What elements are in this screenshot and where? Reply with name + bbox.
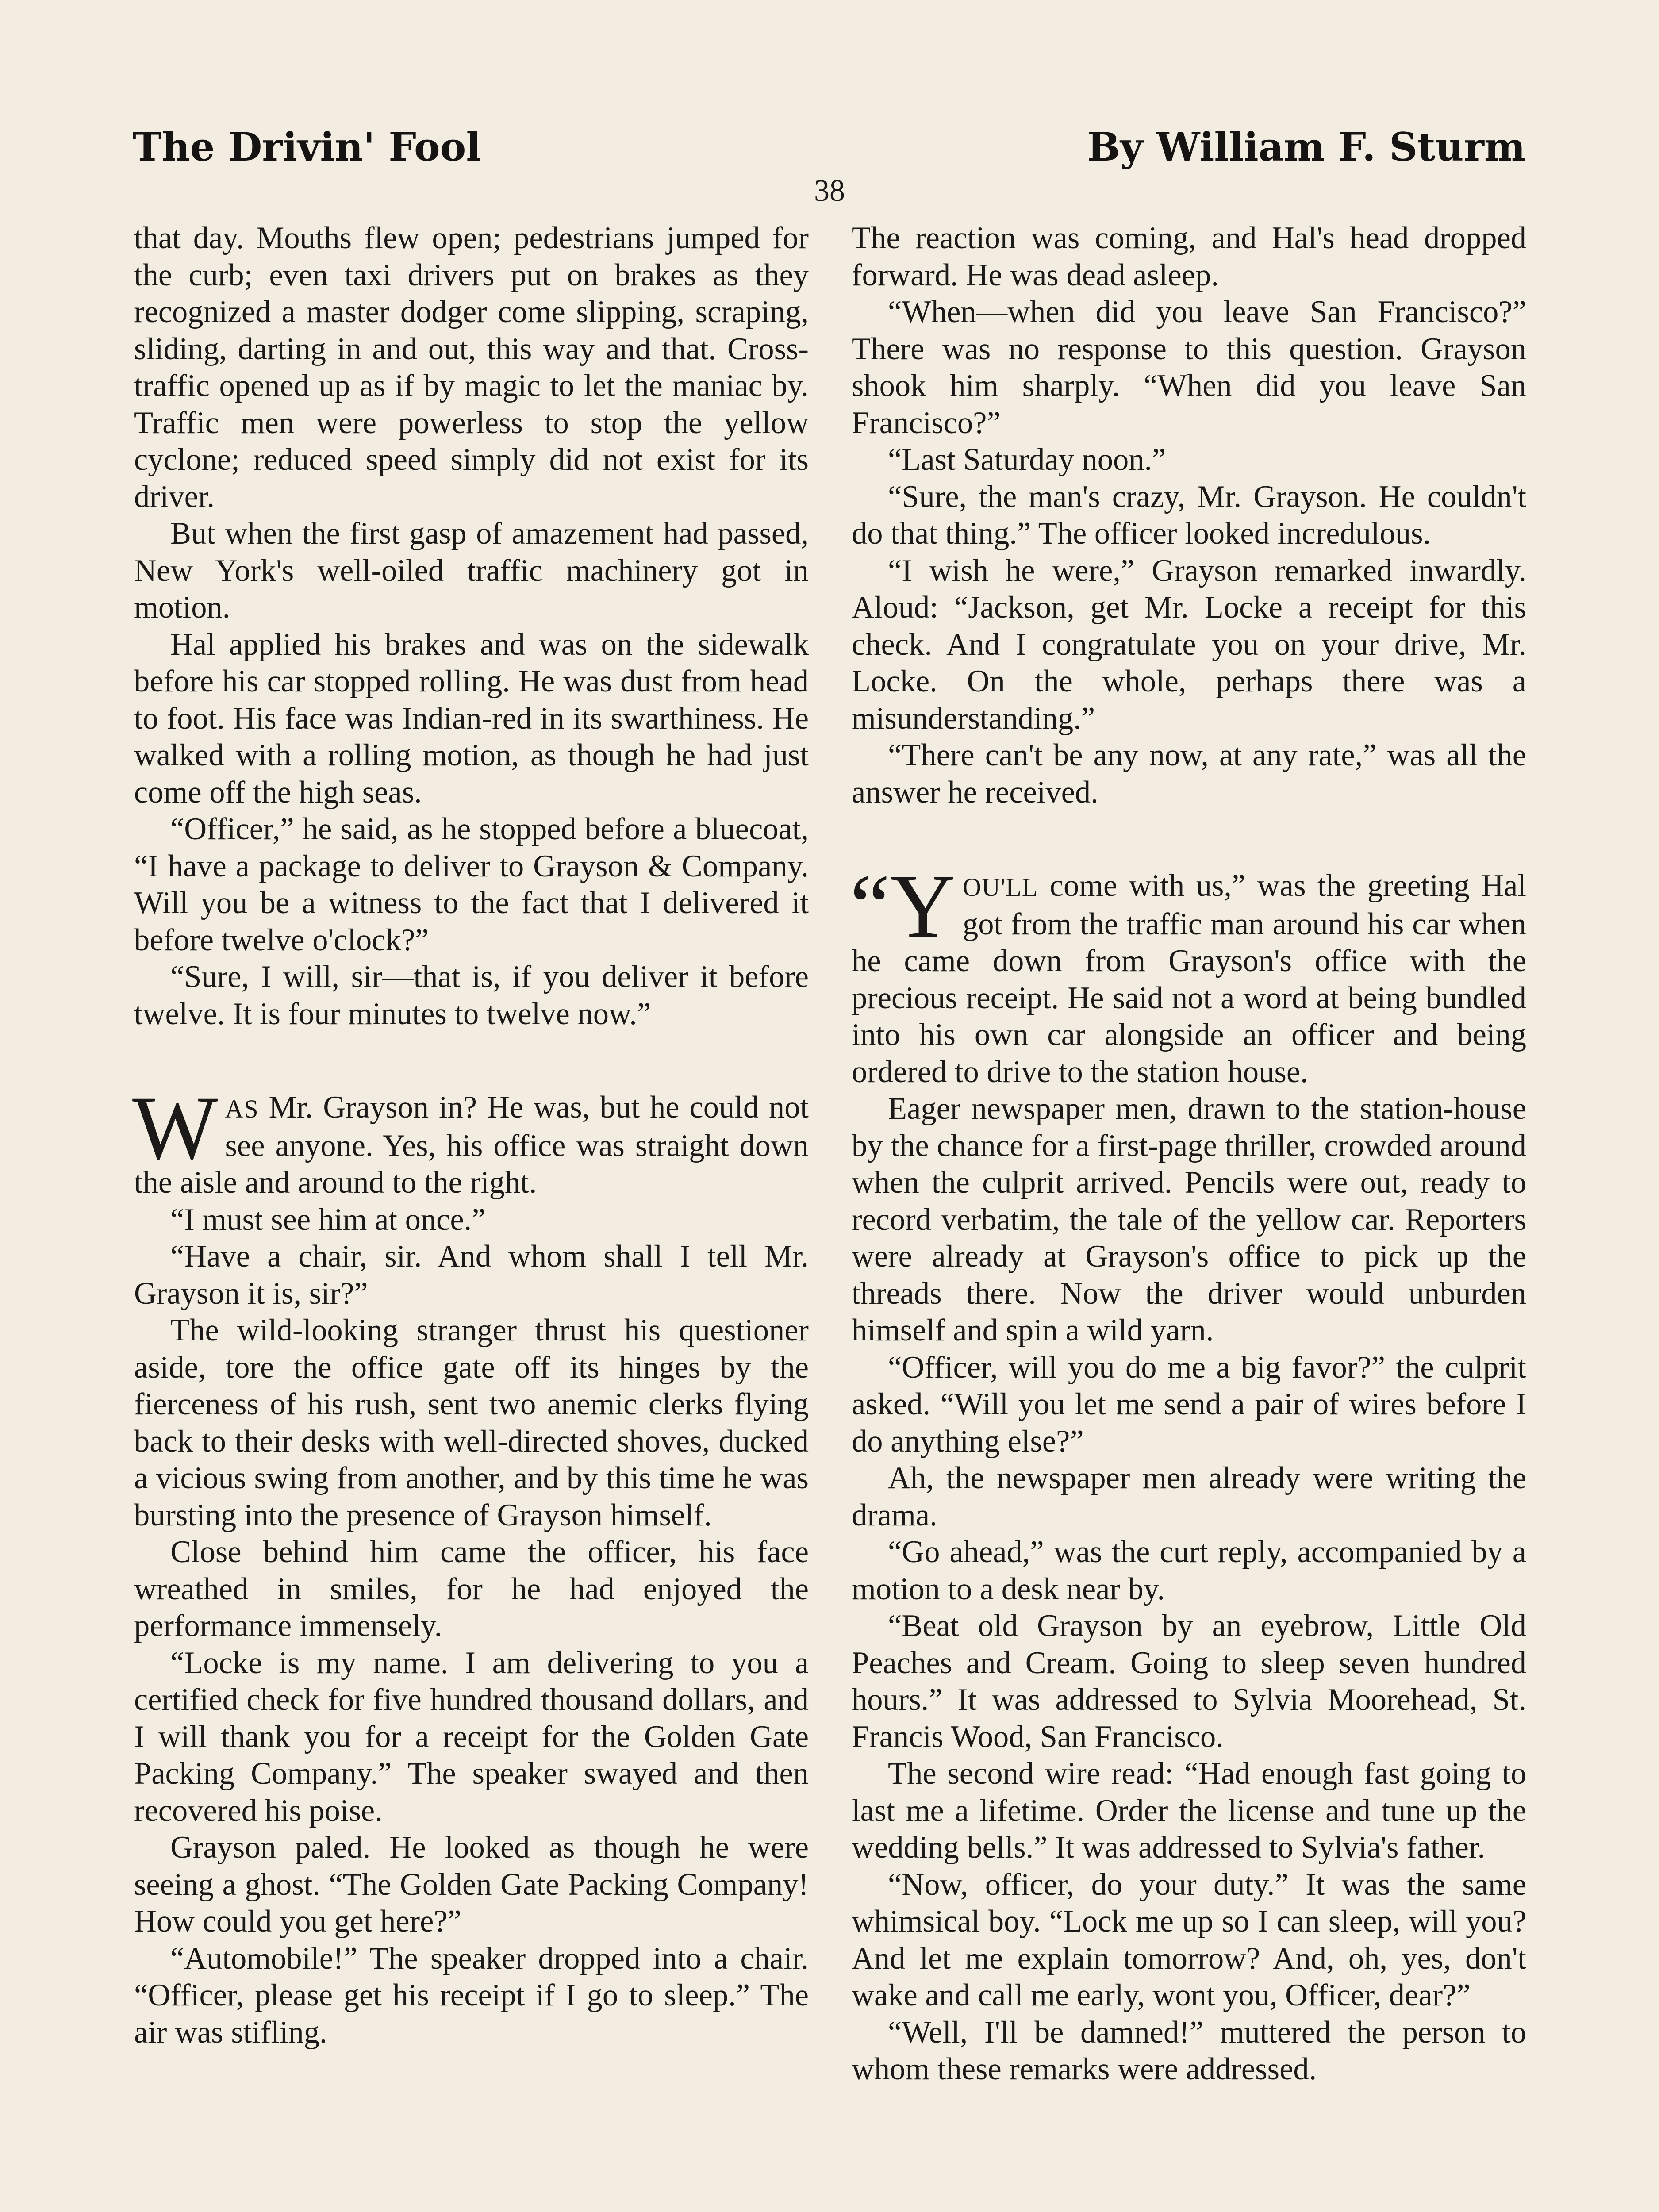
story-title: The Drivin' Fool [133,124,481,170]
paragraph: Hal applied his brakes and was on the sidewalk before his car stopped rolling. He was dust from head to foot. His face was Indian-red in its swarthiness. He walked with a rolling motion, as though he had just come off the high seas. [134,627,809,810]
paragraph: “Beat old Grayson by an eyebrow, Little Old Peaches and Cream. Going to sleep seven hundred hours.” It was addressed to Sylvia Moorehead, St. Francis Wood, San Francisco. [852,1609,1526,1754]
paragraph: The reaction was coming, and Hal's head dropped forward. He was dead asleep. [852,221,1526,292]
paragraph: “Automobile!” The speaker dropped into a chair. “Officer, please get his receipt if I go to sleep.” The air was stifling. [134,1941,809,2050]
drop-cap: “Y [850,856,956,956]
paragraph: But when the first gasp of amazement had passed, New York's well-oiled traffic machinery got in motion. [134,516,809,625]
right-column [852,220,1526,2088]
paragraph: “Go ahead,” was the curt reply, accompanied by a motion to a desk near by. [852,1535,1526,1606]
left-column [134,220,809,2051]
small-caps-lead: AS [225,1094,259,1123]
paragraph: “I must see him at once.” [170,1202,486,1237]
paragraph: “Officer,” he said, as he stopped before a bluecoat, “I have a package to deliver to Grayson & Company. Will you be a witness to the fact that I delivered it before twelve o'clock?” [134,812,809,957]
paragraph-text: Mr. Grayson in? He was, but he could not see anyone. Yes, his office was straight down the aisle and around to the right. [134,1090,809,1200]
paragraph: Close behind him came the officer, his face wreathed in smiles, for he had enjoyed the performance immensely. [134,1535,809,1643]
paragraph: “Locke is my name. I am delivering to you a certified check for five hundred thousand dollars, and I will thank you for a receipt for the Golden Gate Packing Company.” The speaker swayed and then recovered his poise. [134,1645,809,1828]
paragraph-text: come with us,” was the greeting Hal got from the traffic man around his car when he came down from Grayson's office with the precious receipt. He said not a word at being bundled into his own car alongside an officer and being ordered to drive to the station house. [852,868,1526,1089]
section-opening-paragraph [132,1078,809,1202]
section-opening-paragraph [850,856,1526,1091]
paragraph: “Now, officer, do your duty.” It was the same whimsical boy. “Lock me up so I can sleep, will you? And let me explain tomorrow? And, oh, yes, don't wake and call me early, wont you, Officer, dear?” [852,1867,1526,2012]
paragraph: “Sure, the man's crazy, Mr. Grayson. He couldn't do that thing.” The officer looked incredulous. [852,479,1526,551]
small-caps-lead: OU'LL [963,873,1038,902]
drop-cap: W [132,1078,218,1178]
paragraph: The wild-looking stranger thrust his questioner aside, tore the office gate off its hinges by the fierceness of his rush, sent two anemic clerks flying back to their desks with well-directed shoves, ducked a vicious swing from another, and by this time he was bursting into the presence of Grayson himself. [134,1313,809,1532]
paragraph: “Have a chair, sir. And whom shall I tell Mr. Grayson it is, sir?” [134,1239,809,1311]
paragraph: “Well, I'll be damned!” muttered the person to whom these remarks were addressed. [852,2015,1526,2086]
paragraph: “There can't be any now, at any rate,” was all the answer he received. [852,738,1526,810]
paragraph: “When—when did you leave San Francisco?” There was no response to this question. Grayson shook him sharply. “When did you leave San Francisco?” [852,295,1526,440]
paragraph: “Last Saturday noon.” [888,442,1166,477]
page-number: 38 [814,174,845,208]
paragraph: “I wish he were,” Grayson remarked inwardly. Aloud: “Jackson, get Mr. Locke a receipt for this check. And I congratulate you on your drive, Mr. Locke. On the whole, perhaps there was a misunderstanding.” [852,553,1526,736]
paragraph: The second wire read: “Had enough fast going to last me a lifetime. Order the license and tune up the wedding bells.” It was addressed to Sylvia's father. [852,1756,1526,1865]
paragraph: that day. Mouths flew open; pedestrians jumped for the curb; even taxi drivers put on brakes as they recognized a master dodger come slipping, scraping, sliding, darting in and out, this way and that. Cross-traffic opened up as if by magic to let the maniac by. Traffic men were powerless to stop the yellow cyclone; reduced speed simply did not exist for its driver. [134,221,809,514]
paragraph: Grayson paled. He looked as though he were seeing a ghost. “The Golden Gate Packing Company! How could you get here?” [134,1830,809,1939]
paragraph: “Officer, will you do me a big favor?” the culprit asked. “Will you let me send a pair of wires before I do anything else?” [852,1350,1526,1459]
paragraph: “Sure, I will, sir—that is, if you deliver it before twelve. It is four minutes to twelve now.” [134,960,809,1031]
paragraph: Ah, the newspaper men already were writing the drama. [852,1461,1526,1532]
paragraph: Eager newspaper men, drawn to the station-house by the chance for a first-page thriller, crowded around when the culprit arrived. Pencils were out, ready to record verbatim, the tale of the yellow car. Reporters were already at Grayson's office to pick up the threads there. Now the driver would unburden himself and spin a wild yarn. [852,1091,1526,1348]
author-byline: By William F. Sturm [1087,124,1525,170]
